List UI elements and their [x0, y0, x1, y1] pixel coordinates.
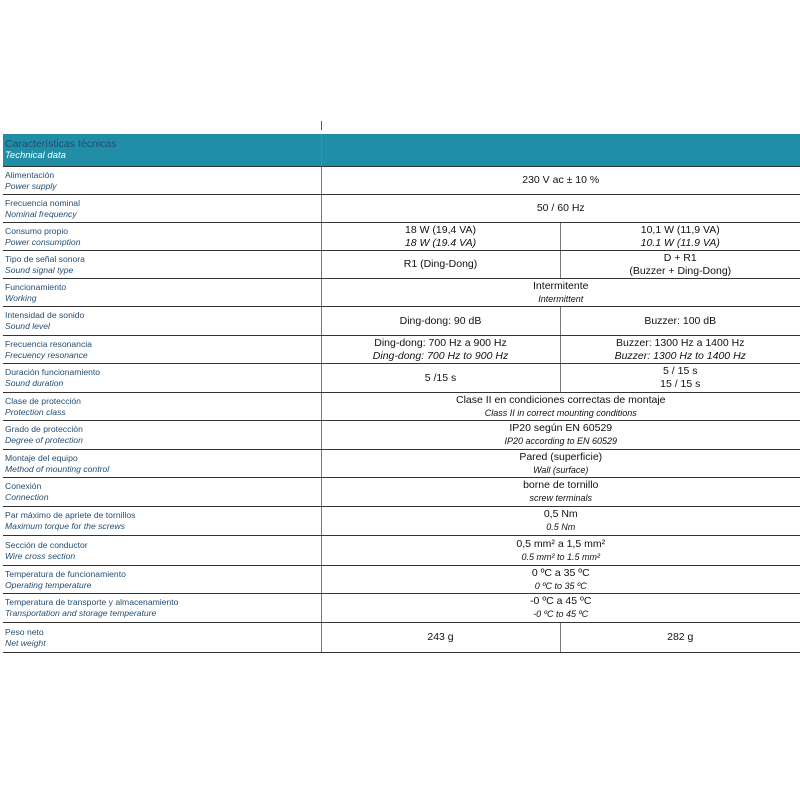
row-label-cell	[3, 623, 321, 653]
value-line: Ding-dong: 700 Hz a 900 Hz	[374, 336, 507, 349]
row-label-en: Protection class	[5, 406, 66, 417]
value-cell-left	[321, 623, 560, 653]
value-line: 18 W (19.4 VA)	[404, 236, 477, 249]
table-row	[3, 393, 800, 421]
row-label-es: Frecuencia resonancia	[5, 338, 92, 349]
value-line: Buzzer: 1300 Hz a 1400 Hz	[616, 336, 745, 349]
value-line: Pared (superficie)	[519, 450, 603, 463]
table-row	[3, 307, 800, 336]
value-line: 50 / 60 Hz	[536, 202, 585, 214]
table-row	[3, 478, 800, 507]
table-row	[3, 336, 800, 364]
value-line: Intermittent	[538, 293, 584, 304]
value-line: Ding-dong: 700 Hz to 900 Hz	[372, 349, 509, 362]
row-label-cell	[3, 507, 321, 536]
row-label-es: Sección de conductor	[5, 539, 88, 550]
row-label-en: Connection	[5, 492, 49, 502]
value-cell-full	[321, 594, 800, 623]
table-row	[3, 507, 800, 536]
row-label-en: Power consumption	[5, 236, 81, 247]
value-line: Buzzer: 1300 Hz to 1400 Hz	[614, 349, 746, 362]
value-line: 0.5 mm² to 1.5 mm²	[521, 551, 600, 562]
row-label-es: Temperatura de transporte y almacenamiento	[5, 597, 179, 607]
row-label-cell	[3, 251, 321, 279]
technical-data-table	[3, 134, 800, 653]
value-line: 5 /15 s	[424, 371, 457, 384]
row-label-cell	[3, 478, 321, 507]
value-line: Intermitente	[533, 279, 589, 292]
value-cell-right	[560, 307, 800, 336]
row-label-es: Temperatura de funcionamiento	[5, 568, 126, 579]
value-line: screw terminals	[529, 493, 592, 503]
value-line: 243 g	[427, 631, 454, 643]
table-row	[3, 364, 800, 393]
row-label-cell	[3, 594, 321, 623]
value-line: D + R1	[663, 251, 697, 264]
row-label-cell	[3, 307, 321, 336]
row-label-cell	[3, 167, 321, 195]
row-label-en: Nominal frequency	[5, 208, 77, 219]
row-label-en: Frecuency resonance	[5, 349, 88, 360]
value-cell-full	[321, 393, 800, 421]
value-cell-full	[321, 566, 800, 594]
value-line: 10.1 W (11.9 VA)	[640, 236, 720, 249]
row-label-es: Peso neto	[5, 626, 44, 637]
value-line: Clase II en condiciones correctas de montaje	[455, 393, 666, 406]
table-row	[3, 195, 800, 223]
value-cell-full	[321, 536, 800, 566]
row-label-es: Consumo propio	[5, 225, 69, 236]
value-line: -0 ºC to 45 ºC	[533, 609, 589, 619]
row-label-es: Frecuencia nominal	[5, 197, 80, 208]
table-row	[3, 167, 800, 195]
value-line: 18 W (19,4 VA)	[405, 223, 476, 236]
value-cell-right	[560, 336, 800, 364]
value-line: Class II in correct mounting conditions	[484, 407, 637, 418]
row-label-es: Montaje del equipo	[5, 452, 78, 463]
row-label-es: Duración funcionamiento	[5, 367, 101, 377]
value-line: borne de tornillo	[523, 479, 599, 491]
value-line: IP20 according to EN 60529	[504, 436, 618, 446]
row-label-en: Degree of protection	[5, 435, 83, 445]
value-line: 15 / 15 s	[660, 378, 701, 390]
row-label-en: Net weight	[5, 637, 46, 648]
row-label-en: Transportation and storage temperature	[5, 608, 157, 618]
row-label-es: Clase de protección	[5, 395, 81, 406]
table-header-row	[3, 134, 800, 167]
value-cell-full	[321, 167, 800, 195]
value-cell-left	[321, 223, 560, 251]
row-label-cell	[3, 393, 321, 421]
table-row	[3, 421, 800, 450]
value-line: 230 V ac ± 10 %	[522, 174, 600, 186]
value-line: Ding-dong: 90 dB	[399, 314, 482, 327]
value-cell-right	[560, 223, 800, 251]
table-row	[3, 450, 800, 478]
value-cell-full	[321, 507, 800, 536]
row-label-en: Method of mounting control	[5, 463, 110, 474]
table-row	[3, 594, 800, 623]
value-cell-right	[560, 364, 800, 393]
row-label-en: Sound signal type	[5, 264, 74, 275]
top-divider-tick	[321, 121, 322, 130]
value-cell-right	[560, 623, 800, 653]
table-row	[3, 623, 800, 653]
value-cell-left	[321, 364, 560, 393]
row-label-en: Maximum torque for the screws	[5, 521, 125, 531]
value-line: 0 ºC a 35 ºC	[531, 566, 590, 579]
value-line: (Buzzer + Ding-Dong)	[629, 264, 732, 277]
row-label-cell	[3, 195, 321, 223]
value-cell-full	[321, 450, 800, 478]
row-label-en: Sound level	[5, 321, 50, 331]
table-row	[3, 279, 800, 307]
row-label-es: Par máximo de apriete de tornillos	[5, 510, 136, 520]
row-label-cell	[3, 223, 321, 251]
row-label-en: Operating temperature	[5, 579, 92, 590]
value-line: R1 (Ding-Dong)	[403, 258, 478, 270]
value-line: 0.5 Nm	[546, 522, 576, 532]
table-row	[3, 536, 800, 566]
row-label-cell	[3, 279, 321, 307]
value-line: Buzzer: 100 dB	[644, 314, 717, 327]
table-row	[3, 251, 800, 279]
table-row	[3, 566, 800, 594]
header-value-cell	[321, 134, 800, 167]
row-label-en: Power supply	[5, 180, 57, 191]
row-label-en: Sound duration	[5, 378, 64, 388]
value-line: IP20 según EN 60529	[509, 422, 613, 434]
row-label-cell	[3, 536, 321, 566]
value-line: 0,5 mm² a 1,5 mm²	[516, 537, 606, 550]
row-label-es: Alimentación	[5, 169, 55, 180]
value-line: 0 ºC to 35 ºC	[534, 580, 587, 591]
row-label-cell	[3, 566, 321, 594]
header-label-cell	[3, 134, 321, 167]
value-line: 282 g	[667, 631, 694, 643]
header-title-en: Technical data	[5, 150, 66, 161]
row-label-es: Conexión	[5, 481, 42, 491]
value-cell-left	[321, 307, 560, 336]
row-label-en: Working	[5, 292, 37, 303]
row-label-cell	[3, 421, 321, 450]
value-cell-full	[321, 478, 800, 507]
value-cell-left	[321, 336, 560, 364]
value-line: -0 ºC a 45 ºC	[530, 595, 592, 607]
value-cell-full	[321, 195, 800, 223]
row-label-es: Tipo de señal sonora	[5, 253, 85, 264]
row-label-cell	[3, 364, 321, 393]
value-cell-full	[321, 421, 800, 450]
row-label-es: Grado de protección	[5, 424, 83, 434]
value-line: 5 / 15 s	[663, 365, 698, 377]
row-label-en: Wire cross section	[5, 550, 76, 561]
row-label-es: Funcionamiento	[5, 281, 67, 292]
table-row	[3, 223, 800, 251]
value-line: 10,1 W (11,9 VA)	[640, 223, 720, 236]
row-label-cell	[3, 336, 321, 364]
row-label-cell	[3, 450, 321, 478]
value-cell-full	[321, 279, 800, 307]
value-cell-right	[560, 251, 800, 279]
value-cell-left	[321, 251, 560, 279]
row-label-es: Intensidad de sonido	[5, 310, 85, 320]
value-line: Wall (surface)	[533, 464, 589, 475]
header-title-es: Características técnicas	[5, 138, 117, 150]
value-line: 0,5 Nm	[543, 508, 578, 520]
